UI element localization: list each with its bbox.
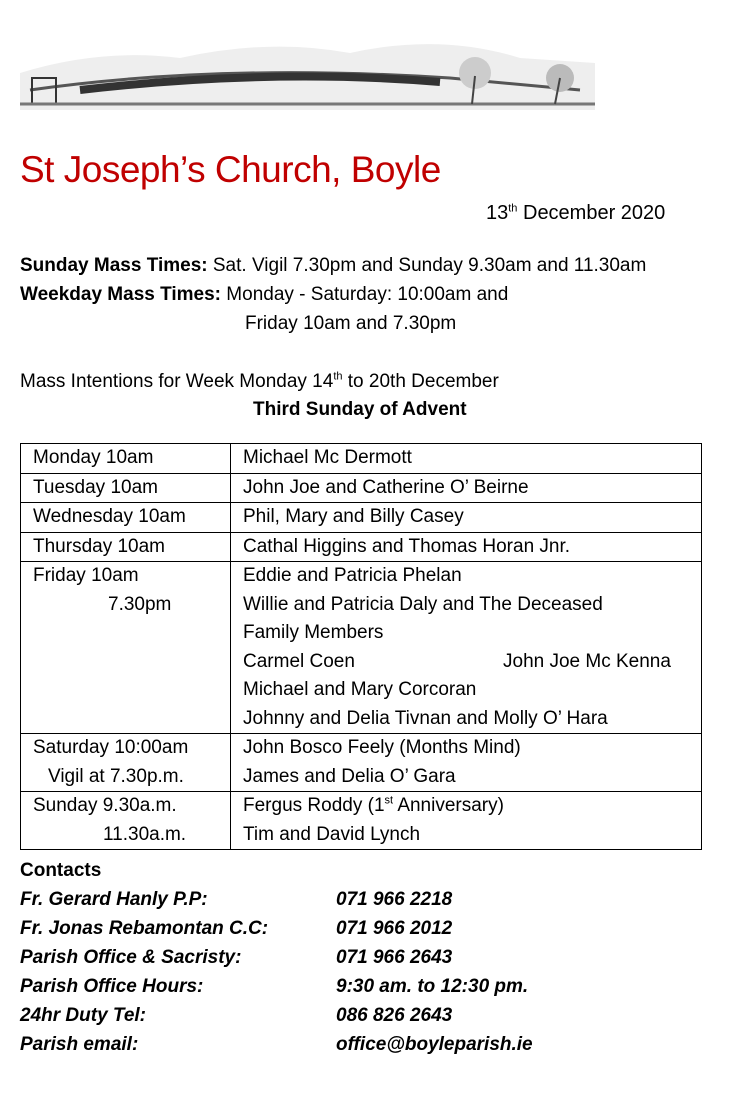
contact-phone[interactable]: 071 966 2012	[336, 918, 453, 939]
table-row: Friday 10am 7.30pm Eddie and Patricia Phelan Willie and Patricia Daly and The Deceased Family Members Carmel Coen John Joe Mc Kenna Michael and Mary Corcoran Johnny and Delia Tivnan and Molly O’ Hara	[21, 562, 702, 734]
contact-phone[interactable]: 071 966 2643	[336, 947, 453, 968]
contact-label: Fr. Gerard Hanly P.P:	[20, 889, 208, 910]
contact-label: Fr. Jonas Rebamontan C.C:	[20, 918, 269, 939]
contact-email-link[interactable]: office@boyleparish.ie	[336, 1034, 533, 1055]
sunday-mass-times: Sunday Mass Times: Sat. Vigil 7.30pm and Sunday 9.30am and 11.30am	[20, 255, 647, 276]
table-row: Sunday 9.30a.m. 11.30a.m. Fergus Roddy (1st Anniversary) Tim and David Lynch	[21, 792, 702, 850]
contact-label: 24hr Duty Tel:	[20, 1005, 146, 1026]
office-hours: 9:30 am. to 12:30 pm.	[336, 976, 529, 997]
bulletin-date: 13th December 2020	[486, 202, 666, 224]
intentions-intro: Mass Intentions for Week Monday 14th to 20th December	[20, 370, 499, 392]
contact-label: Parish Office & Sacristy:	[20, 947, 242, 968]
weekday-mass-times: Weekday Mass Times: Monday - Saturday: 10:00am and	[20, 284, 509, 305]
mass-intentions-table	[20, 443, 702, 850]
church-sketch-image	[20, 18, 595, 110]
table-row: Saturday 10:00am Vigil at 7.30p.m. John Bosco Feely (Months Mind) James and Delia O’ Gara	[21, 734, 702, 792]
table-row: Wednesday 10am Phil, Mary and Billy Casey	[21, 503, 702, 533]
page-title: St Joseph’s Church, Boyle	[20, 149, 441, 190]
table-row: Tuesday 10am John Joe and Catherine O’ Beirne	[21, 473, 702, 503]
weekday-mass-times-2: Friday 10am and 7.30pm	[245, 313, 457, 334]
table-row: Thursday 10am Cathal Higgins and Thomas Horan Jnr.	[21, 532, 702, 562]
contact-label: Parish email:	[20, 1034, 139, 1055]
contacts-heading: Contacts	[20, 860, 102, 881]
table-row: Monday 10am Michael Mc Dermott	[21, 444, 702, 474]
contact-phone[interactable]: 086 826 2643	[336, 1005, 453, 1026]
contact-label: Parish Office Hours:	[20, 976, 204, 997]
contact-phone[interactable]: 071 966 2218	[336, 889, 453, 910]
intentions-subtitle: Third Sunday of Advent	[253, 399, 467, 420]
